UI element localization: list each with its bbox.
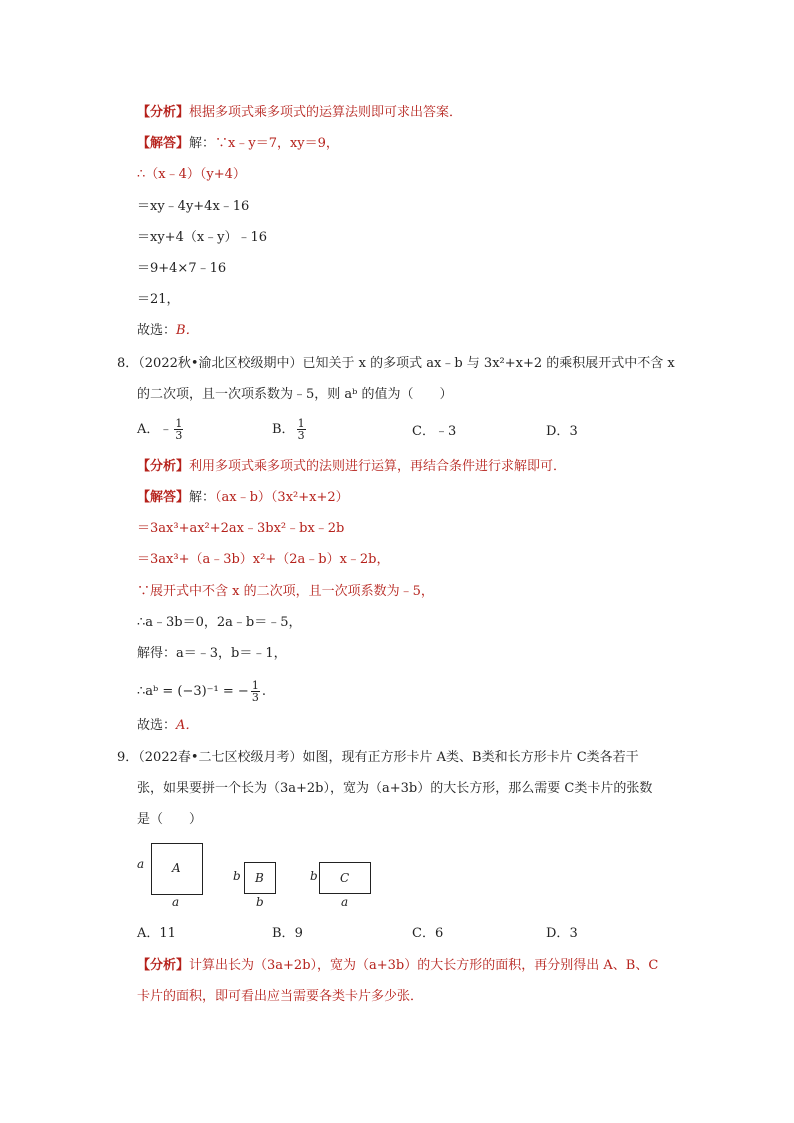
card-a-bottom-label: a (172, 895, 180, 909)
q8-option-c[interactable] (412, 423, 456, 441)
option-letter: D． (546, 424, 570, 439)
q7-step-4: ＝9+4×7﹣16 (137, 261, 227, 276)
q8-step-3: ∴a﹣3b＝0，2a﹣b＝﹣5， (137, 615, 302, 630)
q9-stem-line1: 9．（2022春•二七区校级月考）如图，现有正方形卡片 A类、B类和长方形卡片 C类各若干 (117, 750, 639, 765)
option-text: 6 (434, 926, 444, 941)
answer-tag: 【解答】 (137, 490, 190, 505)
q7-analysis (137, 104, 462, 122)
q8-analysis (137, 458, 566, 476)
option-fraction (174, 418, 183, 441)
option-letter: B． (272, 422, 295, 437)
analysis-text: 利用多项式乘多项式的法则进行运算，再结合条件进行求解即可． (189, 459, 567, 474)
q7-step-3: ＝xy+4（x﹣y）﹣16 (137, 230, 268, 245)
fraction-denominator: 3 (175, 429, 183, 442)
answer-tag: 【解答】 (137, 136, 190, 151)
q7-step-2: ＝xy﹣4y+4x﹣16 (137, 199, 250, 214)
fraction-numerator: 1 (175, 417, 183, 430)
card-b-name: B (255, 871, 264, 885)
card-b-side-label: b (233, 869, 241, 883)
q8-step-0: ＝3ax³+ax²+2ax﹣3bx²﹣bx﹣2b (137, 521, 345, 536)
answer-prefix: 解： (189, 490, 216, 505)
q9-stem-line2: 张，如果要拼一个长为（3a+2b），宽为（a+3b）的大长方形，那么需要 C类卡片的张数 (137, 781, 653, 796)
q8-result (137, 680, 266, 703)
option-letter: A． (137, 926, 160, 941)
q8-step-2: ∵展开式中不含 x 的二次项，且一次项系数为﹣5， (137, 584, 434, 599)
choice-value: A． (176, 718, 199, 733)
q7-choice (137, 322, 199, 340)
q8-step-4: 解得：a＝﹣3，b＝﹣1， (137, 646, 287, 661)
q7-answer-head (137, 135, 339, 153)
q8-option-b[interactable] (272, 418, 308, 441)
analysis-tag: 【分析】 (137, 459, 190, 474)
q8-stem-line1: 8．（2022秋•渝北区校级期中）已知关于 x 的多项式 ax﹣b 与 3x²+x+2 的乘积展开式中不含 x (117, 356, 675, 371)
fraction-numerator: 1 (297, 417, 305, 430)
q9-option-b[interactable] (272, 925, 303, 943)
analysis-text: 根据多项式乘多项式的运算法则即可求出答案． (189, 105, 463, 120)
card-a-name: A (172, 861, 181, 875)
choice-label: 故选： (137, 323, 177, 338)
card-b-bottom-label: b (256, 895, 264, 909)
option-fraction (297, 418, 306, 441)
result-prefix: ∴aᵇ = (−3)⁻¹ = − (137, 684, 249, 699)
card-a (151, 843, 203, 895)
option-text: ﹣3 (434, 424, 457, 439)
option-letter: B． (272, 926, 295, 941)
option-letter: C． (412, 926, 435, 941)
card-c-side-label: b (310, 869, 318, 883)
analysis-text-line1: 计算出长为（3a+2b），宽为（a+3b）的大长方形的面积，再分别得出 A、B、C (189, 958, 659, 973)
option-sign: ﹣ (159, 422, 173, 437)
card-c-bottom-label: a (341, 895, 349, 909)
q8-stem-line2: 的二次项，且一次项系数为﹣5，则 aᵇ 的值为（ ） (137, 387, 453, 402)
fraction-numerator: 1 (251, 679, 259, 692)
q9-option-a[interactable] (137, 925, 176, 943)
option-letter: D． (546, 926, 570, 941)
choice-value: B． (176, 323, 199, 338)
analysis-tag: 【分析】 (137, 958, 190, 973)
q8-choice (137, 717, 198, 735)
card-c-name: C (340, 871, 350, 885)
option-text: 9 (294, 926, 303, 941)
q9-analysis (137, 957, 658, 975)
choice-label: 故选： (137, 718, 177, 733)
q8-step-1: ＝3ax³+（a﹣3b）x²+（2a﹣b）x﹣2b， (137, 552, 390, 567)
option-letter: A． (137, 422, 160, 437)
option-text: 3 (569, 926, 578, 941)
card-b (244, 862, 276, 894)
q8-option-d[interactable] (546, 423, 578, 441)
fraction-denominator: 3 (297, 429, 305, 442)
result-fraction (251, 680, 260, 703)
card-a-side-label: a (137, 857, 145, 871)
result-suffix: . (261, 684, 266, 699)
q8-answer-first: （ax﹣b）（3x²+x+2） (215, 490, 349, 505)
q9-stem-line3: 是（ ） (137, 812, 203, 827)
q7-step-0: ∵x﹣y＝7，xy＝9， (215, 136, 339, 151)
card-c (319, 862, 371, 894)
option-text: 11 (159, 926, 176, 941)
option-text: 3 (569, 424, 578, 439)
q8-option-a[interactable] (137, 418, 185, 441)
q8-answer-head (137, 489, 349, 507)
fraction-denominator: 3 (251, 691, 259, 704)
q7-step-1: ∴（x﹣4）（y+4） (137, 167, 246, 182)
option-letter: C． (412, 424, 435, 439)
analysis-text-line2: 卡片的面积，即可看出应当需要各类卡片多少张． (137, 989, 424, 1004)
q9-option-d[interactable] (546, 925, 578, 943)
q9-option-c[interactable] (412, 925, 443, 943)
answer-prefix: 解： (189, 136, 216, 151)
q7-step-5: ＝21， (137, 292, 180, 307)
analysis-tag: 【分析】 (137, 105, 190, 120)
